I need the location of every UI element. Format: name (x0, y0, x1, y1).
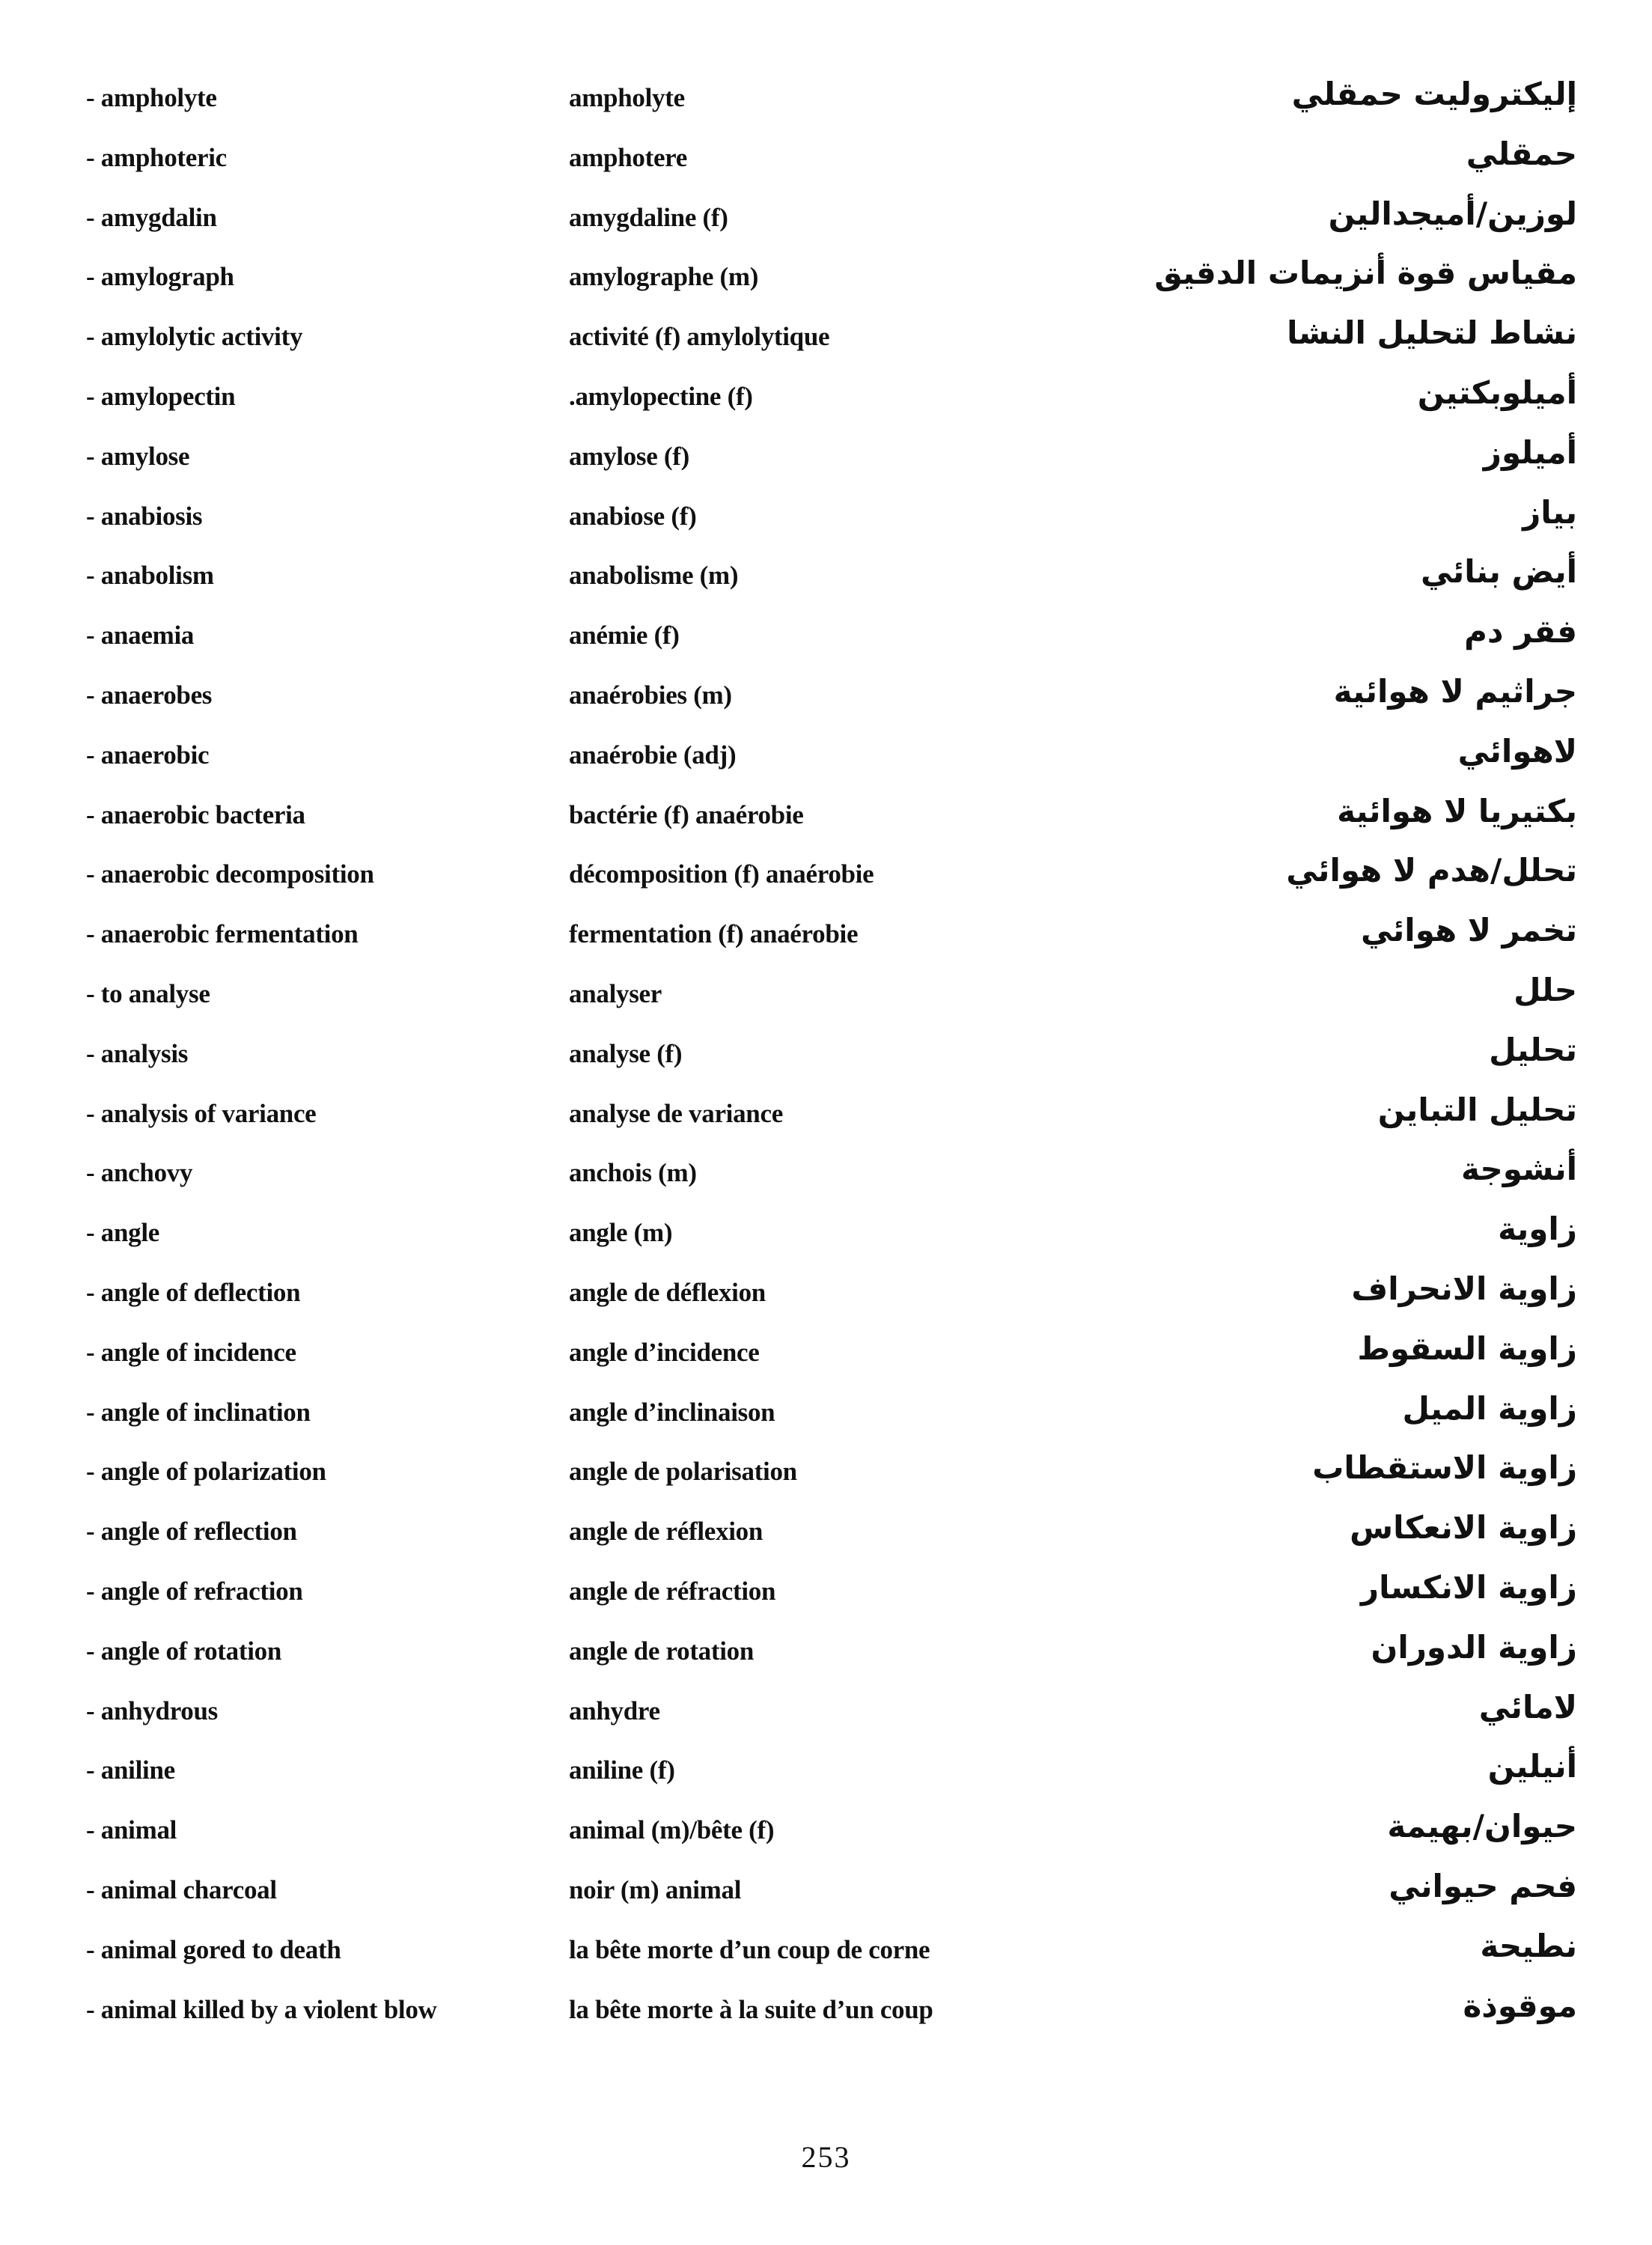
entry-row (0, 907, 1652, 967)
entry-row (0, 310, 1652, 370)
arabic-term: زاوية الدوران (1371, 1628, 1577, 1666)
english-term: - angle of refraction (86, 1576, 303, 1606)
french-term: la bête morte d’un coup de corne (569, 1934, 930, 1964)
french-term: noir (m) animal (569, 1874, 742, 1904)
french-term: bactérie (f) anaérobie (569, 799, 804, 829)
english-term: - analysis (86, 1038, 189, 1068)
french-term: amygdaline (f) (569, 202, 728, 232)
arabic-term: لامائي (1478, 1688, 1577, 1725)
arabic-term: زاوية الانحراف (1351, 1270, 1577, 1307)
entry-row (0, 1146, 1652, 1206)
english-term: - anaerobes (86, 680, 213, 710)
french-term: fermentation (f) anaérobie (569, 919, 859, 949)
english-term: - animal charcoal (86, 1874, 277, 1904)
english-term: - ampholyte (86, 83, 217, 112)
entry-row (0, 967, 1652, 1027)
arabic-term: تحليل التباين (1377, 1091, 1577, 1128)
arabic-term: حمقلي (1466, 135, 1577, 172)
english-term: - anaerobic fermentation (86, 919, 359, 949)
french-term: analyse de variance (569, 1098, 783, 1128)
arabic-term: أميلوز (1483, 433, 1577, 471)
english-term: - analysis of variance (86, 1098, 317, 1128)
entry-row (0, 1326, 1652, 1386)
entry-row (0, 1624, 1652, 1684)
english-term: - aniline (86, 1755, 175, 1785)
entry-list (0, 71, 1652, 2042)
entry-row (0, 1027, 1652, 1087)
entry-row (0, 1983, 1652, 2043)
arabic-term: نشاط لتحليل النشا (1287, 314, 1577, 352)
arabic-term: نطيحة (1480, 1927, 1577, 1964)
english-term: - anabolism (86, 561, 214, 591)
french-term: animal (m)/bête (f) (569, 1815, 775, 1845)
entry-row (0, 1206, 1652, 1266)
english-term: - amylograph (86, 262, 234, 292)
entry-row (0, 250, 1652, 310)
arabic-term: أنيلين (1487, 1748, 1577, 1785)
arabic-term: حلل (1514, 971, 1577, 1008)
french-term: angle d’incidence (569, 1337, 760, 1367)
french-term: la bête morte à la suite d’un coup (569, 1994, 933, 2024)
english-term: - anabiosis (86, 501, 203, 531)
arabic-term: بكتيريا لا هوائية (1337, 792, 1577, 829)
french-term: angle de rotation (569, 1636, 755, 1666)
french-term: anhydre (569, 1696, 660, 1725)
english-term: - animal (86, 1815, 177, 1845)
french-term: angle (m) (569, 1218, 673, 1248)
arabic-term: إليكتروليت حمقلي (1291, 76, 1577, 112)
entry-row (0, 1266, 1652, 1326)
french-term: amylographe (m) (569, 262, 759, 292)
english-term: - angle of deflection (86, 1277, 301, 1307)
english-term: - anchovy (86, 1158, 193, 1188)
french-term: aniline (f) (569, 1755, 675, 1785)
french-term: anabiose (f) (569, 501, 697, 531)
french-term: ampholyte (569, 83, 685, 112)
page-number: 253 (801, 2140, 851, 2174)
french-term: analyser (569, 978, 662, 1008)
entry-row (0, 549, 1652, 609)
english-term: - amygdalin (86, 202, 217, 232)
arabic-term: أنشوجة (1461, 1151, 1577, 1188)
french-term: amphotere (569, 142, 688, 172)
arabic-term: موقوذة (1463, 1987, 1577, 2024)
arabic-term: حيوان/بهيمة (1387, 1808, 1577, 1845)
english-term: - angle of incidence (86, 1337, 296, 1367)
french-term: anaérobies (m) (569, 680, 732, 710)
arabic-term: زاوية الانكسار (1360, 1568, 1577, 1606)
english-term: - to analyse (86, 978, 210, 1008)
french-term: décomposition (f) anaérobie (569, 859, 874, 889)
arabic-term: فقر دم (1464, 613, 1577, 651)
entry-row (0, 609, 1652, 668)
entry-row (0, 1923, 1652, 1983)
english-term: - angle of inclination (86, 1397, 311, 1427)
entry-row (0, 1684, 1652, 1744)
entry-row (0, 71, 1652, 131)
english-term: - anaerobic (86, 740, 210, 770)
english-term: - amphoteric (86, 142, 227, 172)
entry-row (0, 370, 1652, 430)
french-term: angle de réfraction (569, 1576, 776, 1606)
entry-row (0, 430, 1652, 490)
english-term: - amylolytic activity (86, 322, 303, 352)
french-term: angle de polarisation (569, 1457, 797, 1487)
french-term: anémie (f) (569, 621, 680, 651)
french-term: analyse (f) (569, 1038, 683, 1068)
arabic-term: زاوية (1498, 1210, 1577, 1248)
english-term: - anaerobic bacteria (86, 799, 305, 829)
entry-row (0, 1087, 1652, 1147)
french-term: angle d’inclinaison (569, 1397, 775, 1427)
entry-row (0, 1565, 1652, 1624)
french-term: anaérobie (adj) (569, 740, 737, 770)
english-term: - anaerobic decomposition (86, 859, 374, 889)
entry-row (0, 788, 1652, 848)
entry-row (0, 1743, 1652, 1803)
entry-row (0, 1863, 1652, 1923)
english-term: - angle of rotation (86, 1636, 281, 1666)
entry-row (0, 1505, 1652, 1565)
french-term: .amylopectine (f) (569, 381, 753, 411)
english-term: - angle of reflection (86, 1517, 297, 1547)
entry-row (0, 668, 1652, 728)
french-term: angle de réflexion (569, 1517, 763, 1547)
english-term: - animal gored to death (86, 1934, 341, 1964)
english-term: - angle of polarization (86, 1457, 326, 1487)
entry-row (0, 1445, 1652, 1505)
entry-row (0, 847, 1652, 907)
french-term: activité (f) amylolytique (569, 322, 830, 352)
entry-row (0, 1386, 1652, 1446)
arabic-term: تحلل/هدم لا هوائي (1286, 852, 1577, 889)
english-term: - amylose (86, 441, 190, 471)
english-term: - amylopectin (86, 381, 236, 411)
entry-row (0, 131, 1652, 191)
arabic-term: زاوية السقوط (1357, 1329, 1577, 1367)
english-term: - anhydrous (86, 1696, 218, 1725)
entry-row (0, 728, 1652, 788)
arabic-term: لوزين/أميجدالين (1328, 195, 1577, 232)
arabic-term: تحليل (1489, 1031, 1577, 1068)
arabic-term: أيض بنائي (1420, 553, 1577, 591)
french-term: anabolisme (m) (569, 561, 739, 591)
english-term: - animal killed by a violent blow (86, 1994, 437, 2024)
arabic-term: زاوية الاستقطاب (1312, 1449, 1577, 1487)
arabic-term: بياز (1523, 493, 1577, 531)
french-term: amylose (f) (569, 441, 689, 471)
arabic-term: أميلوبكتين (1417, 374, 1577, 411)
english-term: - angle (86, 1218, 160, 1248)
english-term: - anaemia (86, 621, 195, 651)
arabic-term: جراثيم لا هوائية (1333, 672, 1577, 710)
french-term: angle de déflexion (569, 1277, 766, 1307)
entry-row (0, 490, 1652, 549)
arabic-term: زاوية الانعكاس (1350, 1509, 1577, 1547)
arabic-term: تخمر لا هوائي (1361, 912, 1577, 949)
entry-row (0, 1803, 1652, 1863)
french-term: anchois (m) (569, 1158, 697, 1188)
arabic-term: فحم حيواني (1389, 1867, 1577, 1904)
entry-row (0, 191, 1652, 251)
arabic-term: لاهوائي (1457, 732, 1577, 770)
arabic-term: مقياس قوة أنزيمات الدقيق (1154, 255, 1577, 292)
arabic-term: زاوية الميل (1402, 1389, 1577, 1427)
